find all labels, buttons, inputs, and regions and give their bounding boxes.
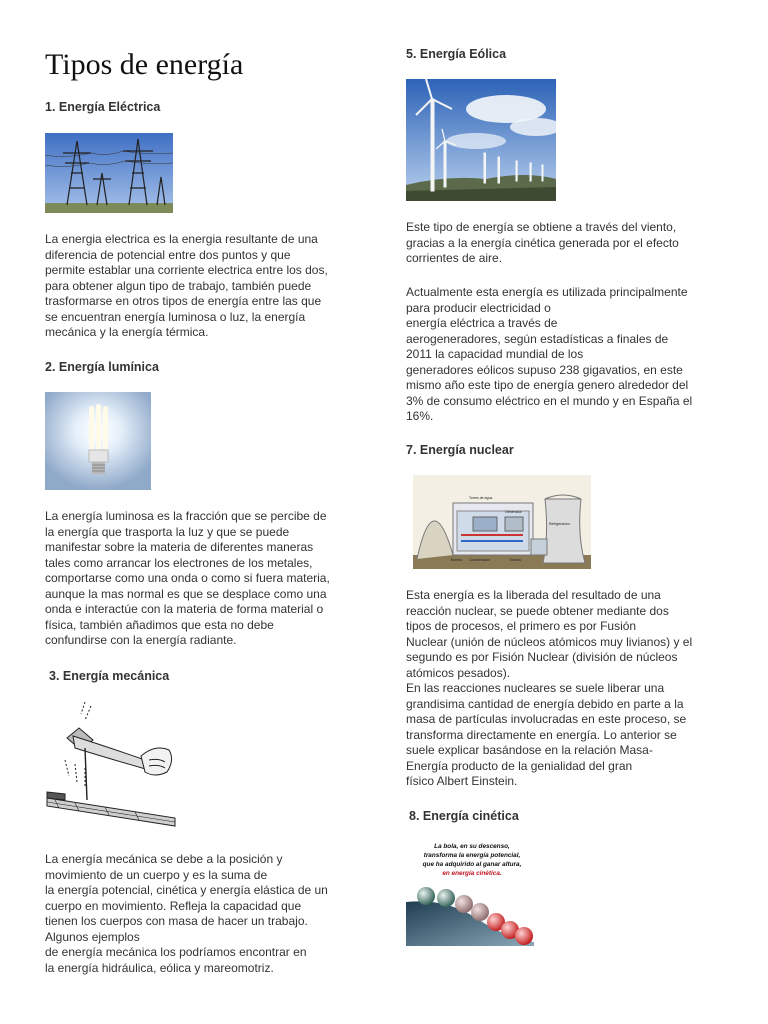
text-energia-nuclear: Esta energía es la liberada del resultado de una reacción nuclear, se puede obtener mediante dos tipos de procesos, el primero es por Fusión Nuclear (unión de núcleos atómicos muy livianos) y el segundo es por Fisión Nuclear (división de núcleos atómicos pesados). En las reacciones nucleares se suele liberar una grandisima cantidad de energía debido en parte a la masa de partículas involucradas en este proceso, se transforma directamente en energía. Lo anterior se suele explicar basándose en la relación Masa- Energía producto de la genialidad del gran físico Albert Einstein. (406, 588, 693, 788)
svg-text:que ha adquirido al ganar altu: que ha adquirido al ganar altura, (422, 861, 522, 868)
svg-text:Turbina: Turbina (509, 558, 521, 562)
svg-text:Torres de agua: Torres de agua (469, 496, 493, 500)
power-lines-image (45, 133, 173, 213)
wind-turbines-image (406, 79, 556, 201)
heading-energia-nuclear: 7. Energía nuclear (406, 443, 514, 457)
svg-text:Refrigeración: Refrigeración (549, 522, 570, 526)
text-energia-luminica: La energía luminosa es la fracción que se percibe de la energía que trasporta la luz y que se puede manifestar sobre la materia de diferentes maneras tales como arrancar los electrones de los metales, comportarse como una onda o como si fuera materia, aunque la mas normal es que se desplace como una onda e interactúe con la materia de forma material o física, también añadimos que esta no debe confundirse con la energía radiante. (45, 509, 330, 647)
page-title: Tipos de energía (45, 48, 244, 81)
heading-energia-luminica: 2. Energía lumínica (45, 360, 159, 374)
svg-text:La bola, en su descenso,: La bola, en su descenso, (434, 843, 510, 850)
svg-text:Generador: Generador (505, 510, 522, 514)
heading-energia-mecanica: 3. Energía mecánica (49, 669, 170, 683)
kinetic-energy-balls-image (406, 838, 536, 948)
svg-text:Bomba: Bomba (451, 558, 463, 562)
svg-text:Condensador: Condensador (469, 558, 491, 562)
svg-text:en energía cinética.: en energía cinética. (442, 870, 502, 877)
light-bulb-image (45, 392, 151, 490)
heading-energia-cinetica: 8. Energía cinética (409, 809, 519, 823)
nuclear-plant-diagram (413, 475, 591, 569)
text-energia-electrica: La energia electrica es la energia resultante de una diferencia de potencial entre dos puntos y que permite establar una corriente electrica entre los dos, para obtener algun tipo de trabajo, también puede trasformarse en otros tipos de energía entre las que se encuentran energía luminosa o luz, la energía mecánica y la energía térmica. (45, 232, 328, 339)
text-energia-eolica-1: Este tipo de energía se obtiene a través del viento, gracias a la energía cinética generada por el efecto corrientes de aire. (406, 220, 679, 265)
hammer-nail-image (45, 700, 177, 832)
heading-energia-electrica: 1. Energía Eléctrica (45, 100, 161, 114)
text-energia-eolica-2: Actualmente esta energía es utilizada principalmente para producir electricidad o energía eléctrica a través de aerogeneradores, según estadísticas a finales de 2011 la capacidad mundial de los generadores eólicos supuso 238 gigavatios, en este mismo año este tipo de energía genero alrededor del 3% de consumo eléctrico en el mundo y en España el 16%. (406, 285, 693, 423)
heading-energia-eolica: 5. Energía Eólica (406, 47, 507, 61)
text-energia-mecanica: La energía mecánica se debe a la posición y movimiento de un cuerpo y es la suma de la energía potencial, cinética y energía elástica de un cuerpo en movimiento. Refleja la capacidad que tienen los cuerpos con masa de hacer un trabajo. Algunos ejemplos de energía mecánica los podríamos encontrar en la energía hidráulica, eólica y mareomotriz. (45, 852, 328, 975)
svg-text:transforma la energía potencia: transforma la energía potencial, (423, 852, 521, 859)
